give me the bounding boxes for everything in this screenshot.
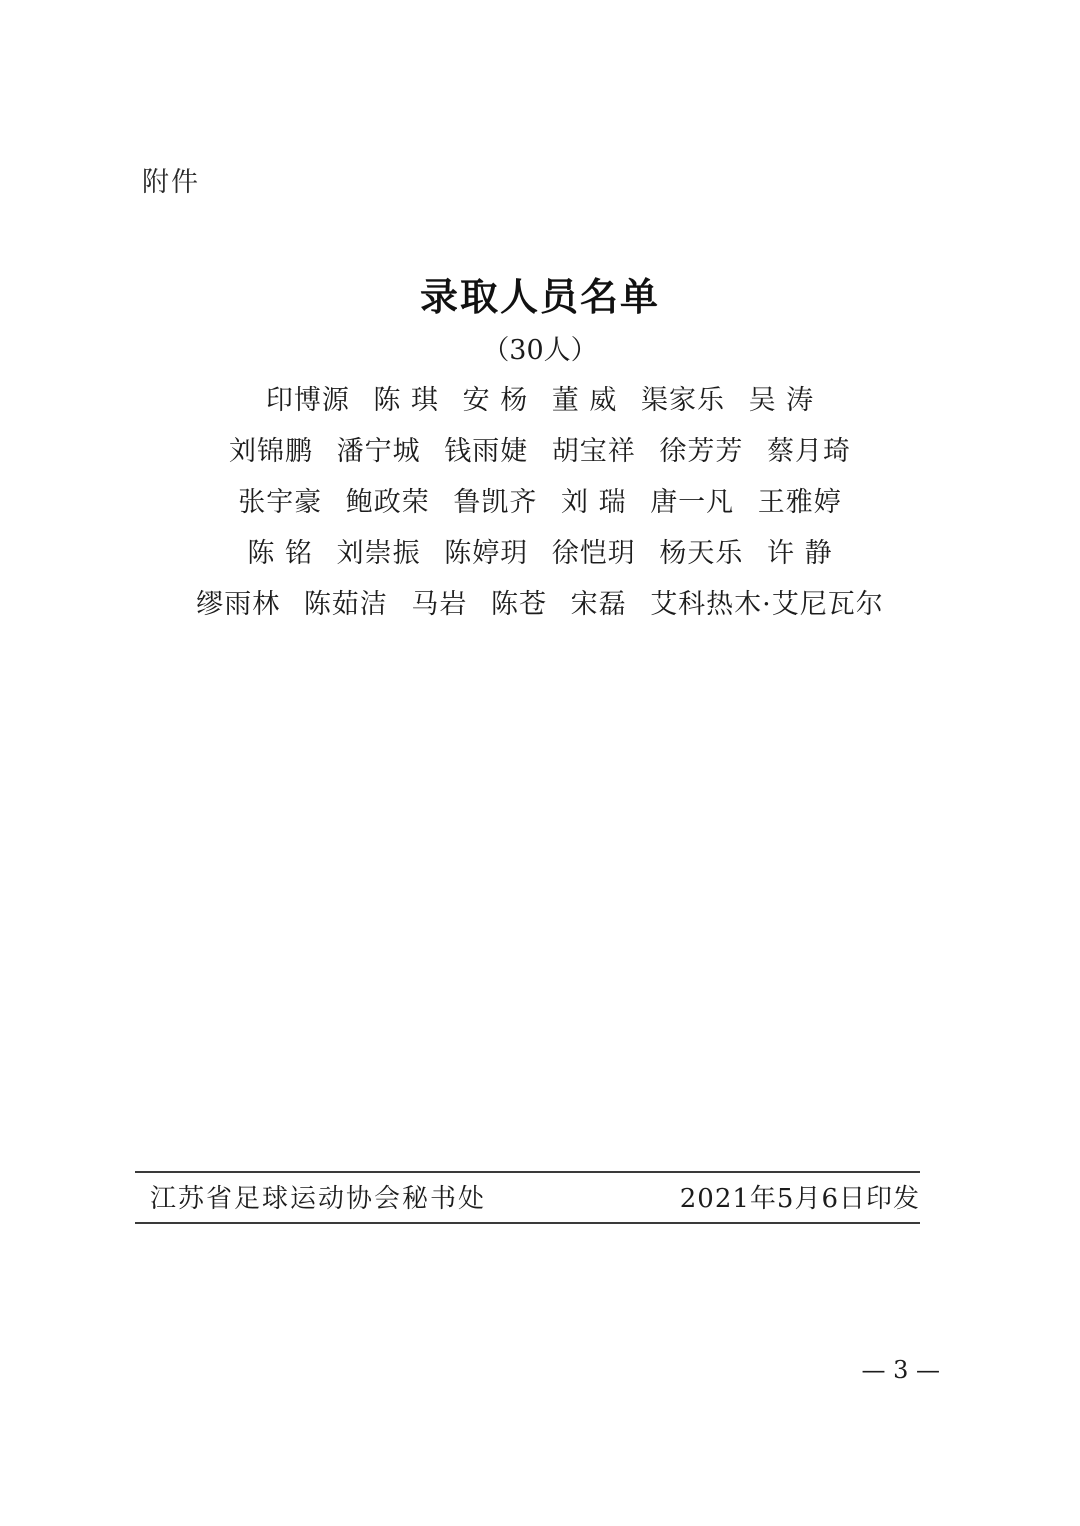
issuer-label: 江苏省足球运动协会秘书处: [150, 1184, 487, 1214]
name-row: [0, 378, 1080, 429]
name-item: 刘锦鹏: [229, 436, 314, 467]
name-item: 胡宝祥: [551, 436, 636, 467]
name-row: [0, 480, 1080, 531]
name-item: 陈婷玥: [444, 538, 529, 569]
name-item: 王雅婷: [757, 487, 842, 518]
name-row: [0, 429, 1080, 480]
name-item: 陈 铭: [247, 538, 314, 569]
footer-divider-top: [135, 1171, 920, 1173]
name-item: 陈 琪: [373, 385, 440, 416]
name-item: 徐恺玥: [551, 538, 636, 569]
name-item: 鲁凯齐: [453, 487, 538, 518]
name-item: 唐一凡: [650, 487, 735, 518]
headcount-label: （30人）: [482, 335, 598, 366]
name-item: 宋磊: [570, 589, 627, 620]
name-row: [0, 531, 1080, 582]
name-item: 钱雨婕: [444, 436, 529, 467]
name-item: 安 杨: [462, 385, 529, 416]
name-item: 刘 瑞: [561, 487, 627, 518]
page-number: — 3 —: [861, 1356, 940, 1384]
name-item: 张宇豪: [238, 487, 323, 518]
name-item: 缪雨林: [196, 589, 281, 620]
name-item: 艾科热木·艾尼瓦尔: [650, 589, 884, 620]
attachment-label: 附件: [142, 167, 200, 198]
name-item: 杨天乐: [659, 538, 744, 569]
name-item: 陈苍: [491, 589, 547, 620]
name-item: 吴 涛: [748, 385, 815, 416]
name-item: 潘宁城: [336, 436, 421, 467]
name-item: 蔡月琦: [766, 436, 851, 467]
name-item: 渠家乐: [640, 385, 725, 416]
name-item: 刘崇振: [336, 538, 421, 569]
name-item: 鲍政荣: [345, 487, 430, 518]
name-item: 陈茹洁: [303, 589, 388, 620]
footer-divider-bottom: [135, 1222, 920, 1224]
page-number-wrap: [0, 1356, 1080, 1384]
name-list: [0, 378, 1080, 633]
name-item: 徐芳芳: [659, 436, 744, 467]
page-title: 录取人员名单: [419, 274, 660, 319]
issue-date: 2021年5月6日印发: [679, 1184, 920, 1214]
name-item: 许 静: [766, 538, 833, 569]
name-item: 董 威: [551, 385, 618, 416]
name-row: [0, 582, 1080, 633]
name-item: 马岩: [411, 589, 468, 620]
name-item: 印博源: [265, 385, 350, 416]
